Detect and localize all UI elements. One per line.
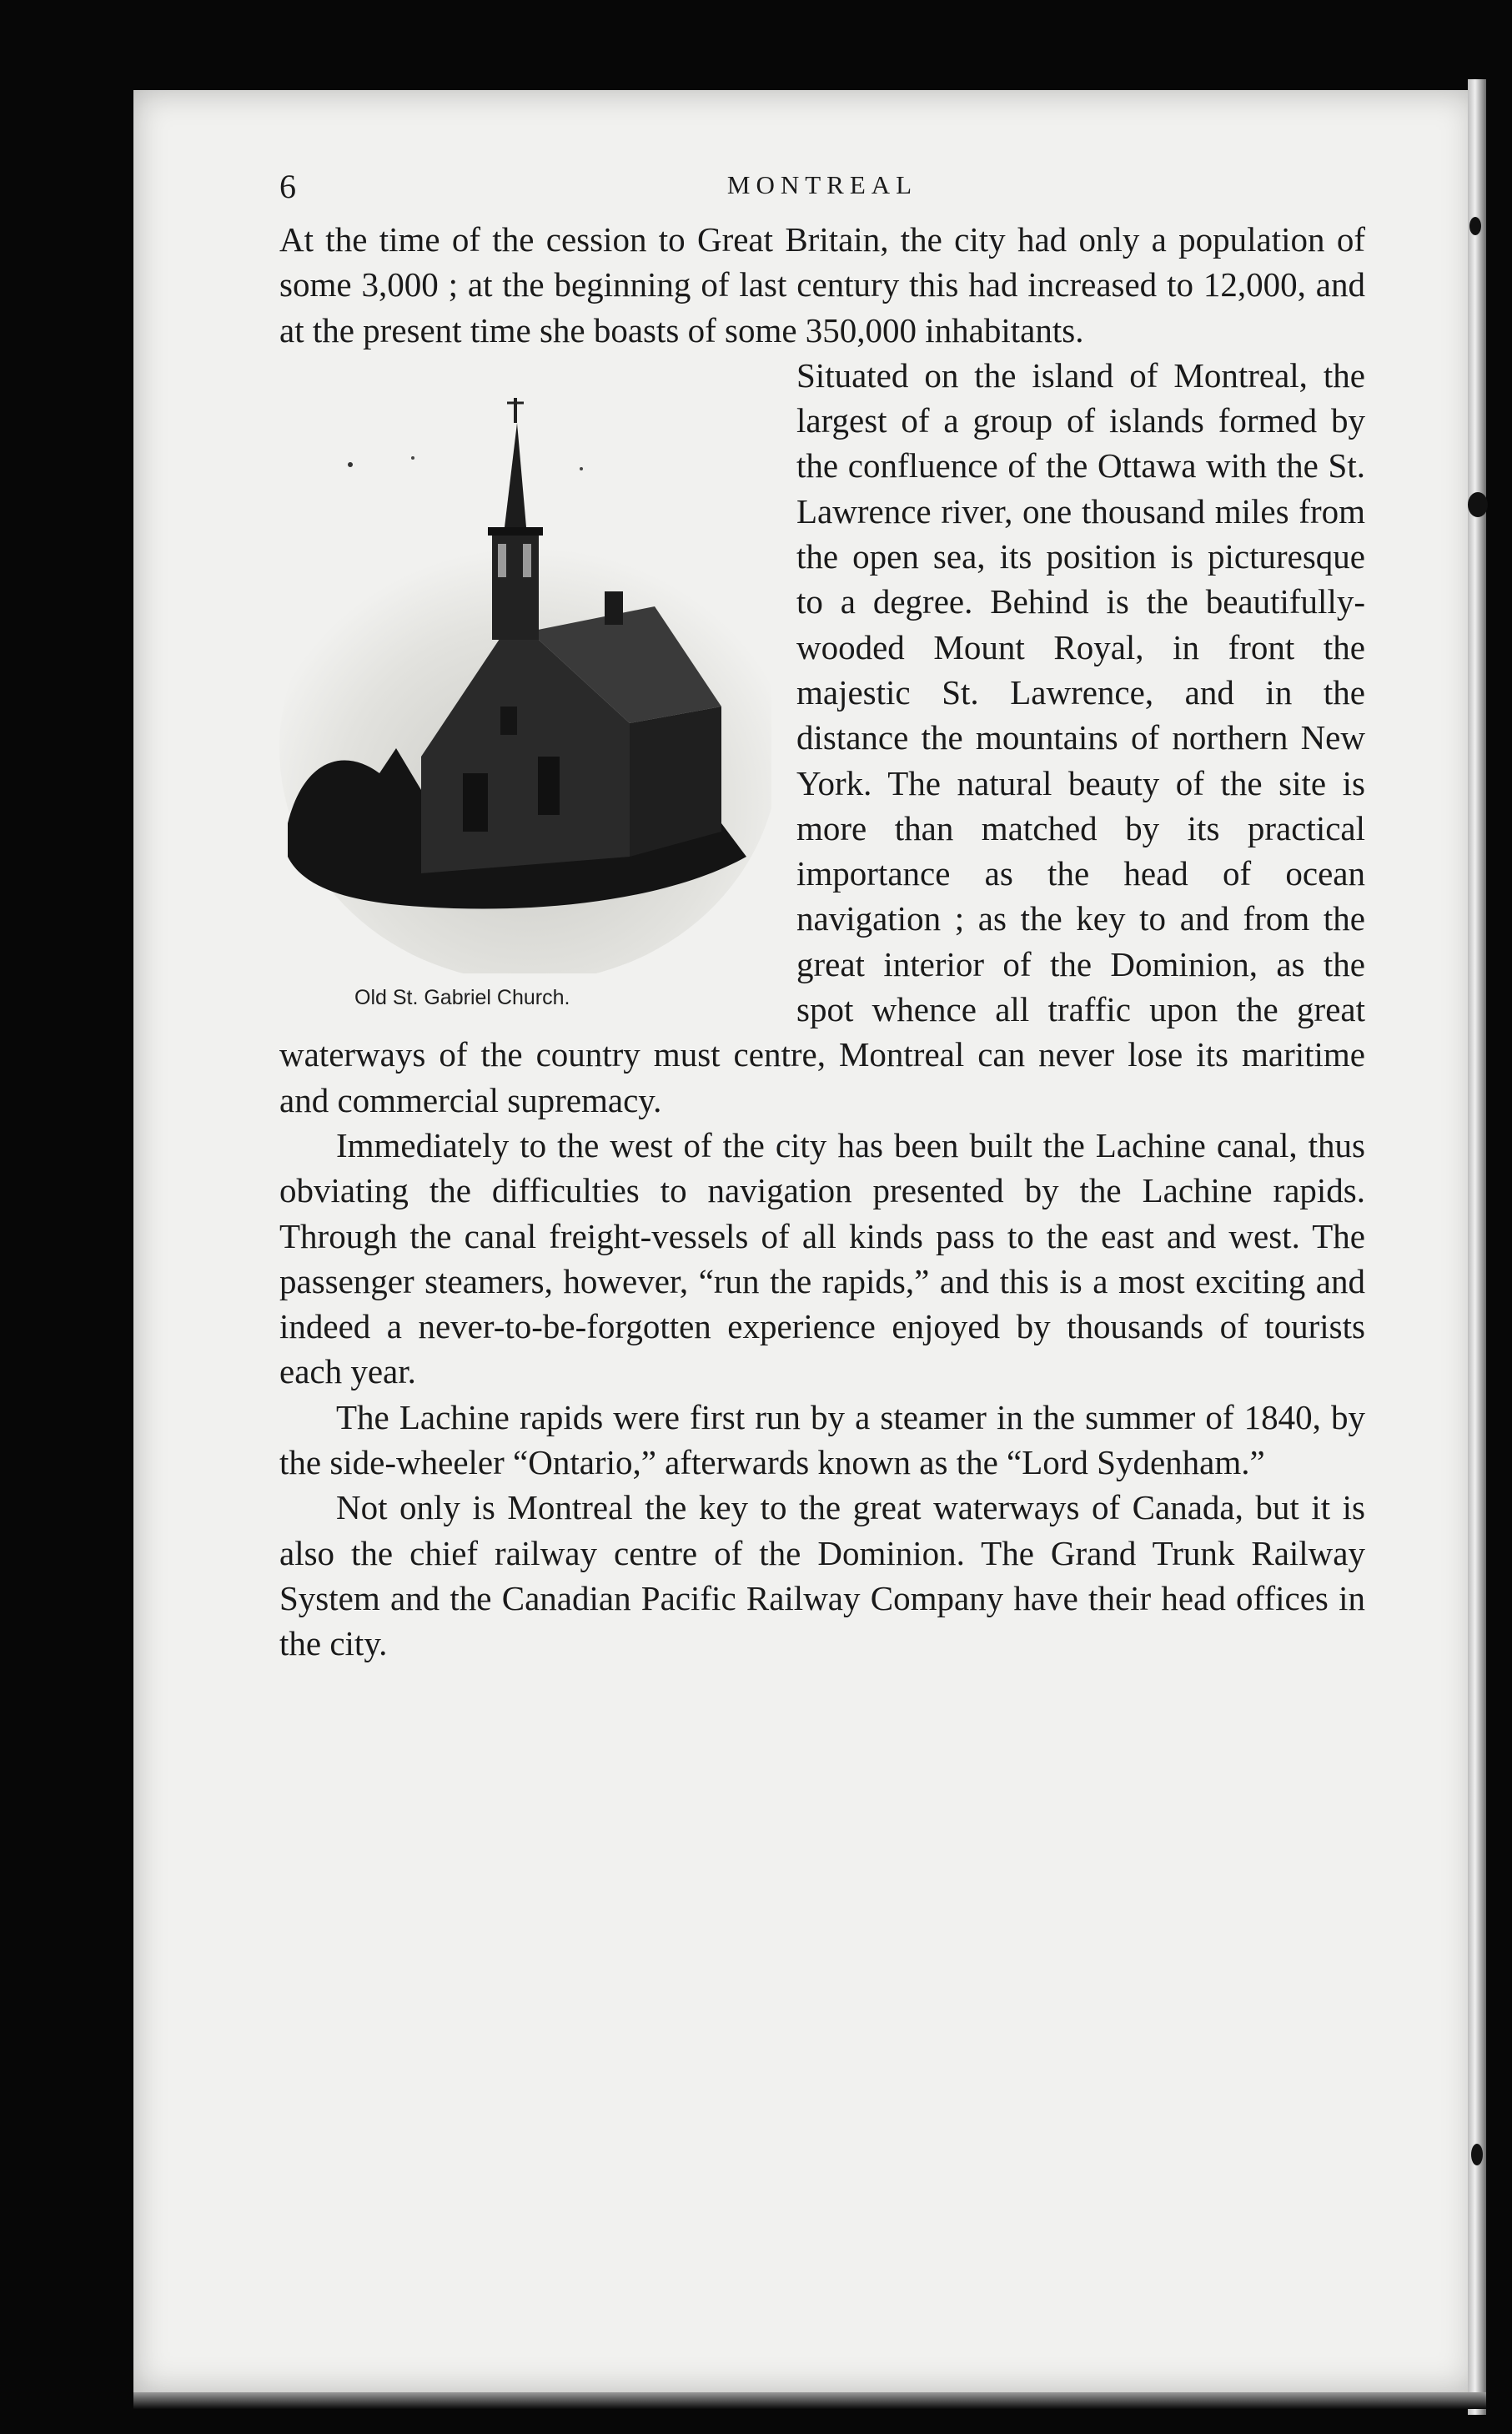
body-text: [279, 217, 1365, 1667]
running-head: [279, 167, 1365, 217]
edge-speck: [1471, 2144, 1483, 2165]
page-edge: [1468, 79, 1486, 2415]
figure-caption: Old St. Gabriel Church.: [354, 985, 570, 1009]
paragraph-4: The Lachine rapids were first run by a steamer in the summer of 1840, by the side-wheeler “Ontario,” afterwards known as the “Lord Sydenham.”: [279, 1397, 1365, 1482]
paragraph-2: Situated on the island of Montreal, the largest of a group of islands formed by the confluence of the Ottawa with the St. Lawrence river, one thousand miles from the open sea, its position is picturesque to a degree. Behind is the beautifully-wooded Mount Royal, in front the majestic St. Lawrence, and in the distance the mountains of northern New York. The natural beauty of the site is more than matched by its practical importance as the head of ocean navigation ; as the key to and from the great interior of the Dominion, as the spot whence all traffic upon the great waterways of the country must centre, Montreal can never lose its maritime and commercial supremacy.: [279, 355, 1365, 1119]
running-title: MONTREAL: [726, 170, 918, 199]
church-illustration-icon: [254, 356, 771, 973]
paragraph-5: Not only is Montreal the key to the great waterways of Canada, but it is also the chief railway centre of the Dominion. The Grand Trunk Railway System and the Canadian Pacific Railway Company have their head offices in the city.: [279, 1488, 1365, 1663]
edge-speck: [1469, 217, 1481, 235]
paragraph-1: At the time of the cession to Great Britain, the city had only a population of some 3,000 ; at the beginning of last century this had increased to 12,000, and at the present time she boasts of some 350,000 inhabitants.: [279, 220, 1365, 350]
paragraph-3: Immediately to the west of the city has been built the Lachine canal, thus obviating the difficulties to navigation presented by the Lachine rapids. Through the canal freight-vessels of all kinds pass to the east and west. The passenger steamers, however, “run the rapids,” and this is a most exciting and indeed a never-to-be-forgotten experience enjoyed by thousands of tourists each year.: [279, 1125, 1365, 1391]
church-figure: [254, 356, 771, 1032]
edge-speck: [1468, 492, 1488, 517]
page-number: 6: [279, 168, 296, 205]
page-content: [279, 167, 1365, 1667]
book-page: [133, 90, 1476, 2392]
page-bottom-shadow: [133, 2392, 1486, 2409]
